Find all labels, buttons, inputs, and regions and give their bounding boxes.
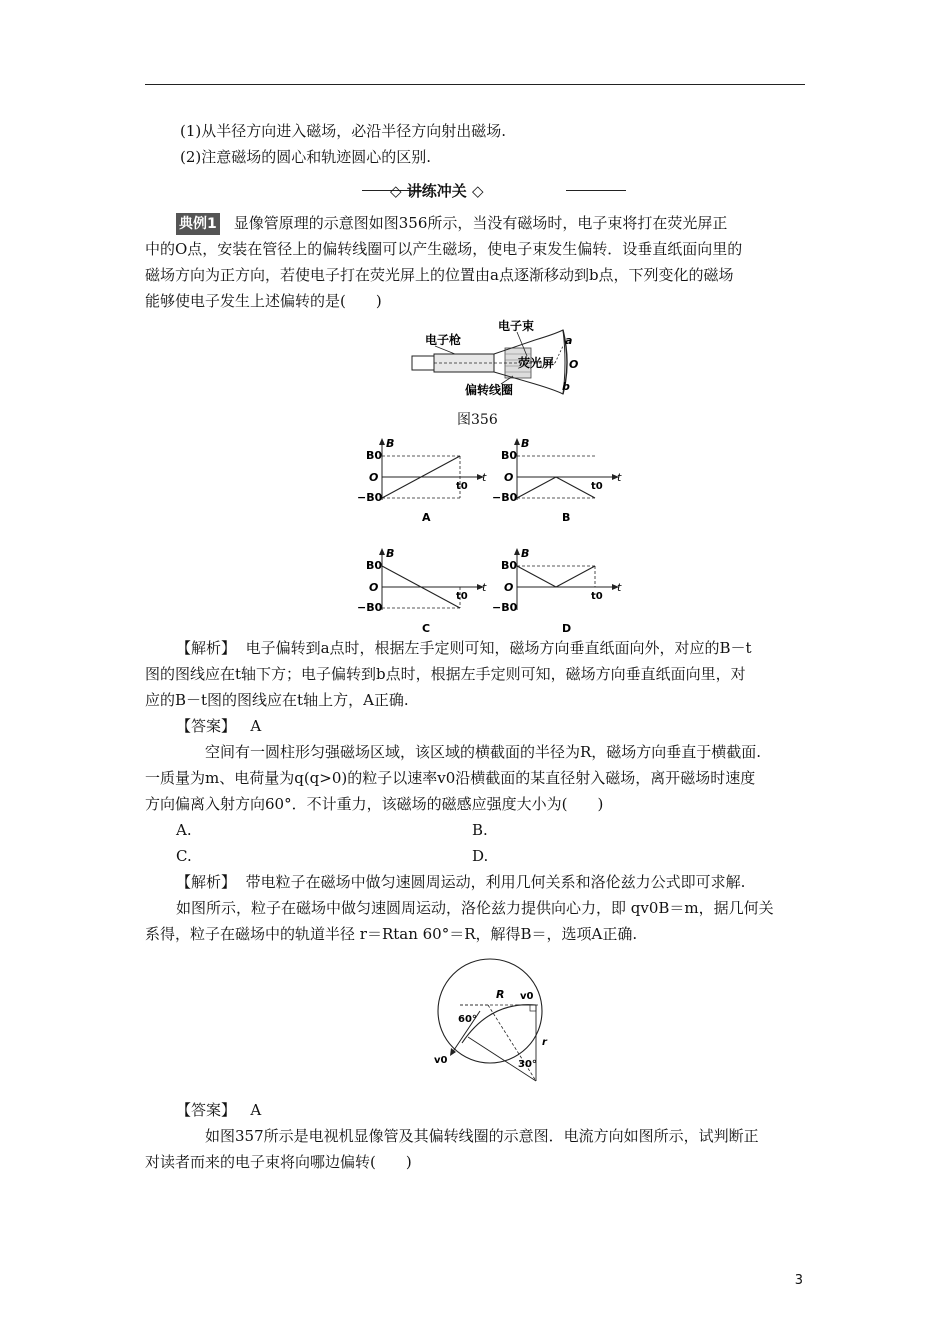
- section-title: ◇ 讲练冲关 ◇: [390, 182, 484, 200]
- graph-c: [352, 546, 492, 636]
- b0-label: B0: [501, 449, 518, 462]
- example2-line-2: 一质量为m、电荷量为q(q>0)的粒子以速率v0沿横截面的某直径射入磁场，离开磁场时速度: [145, 769, 756, 787]
- origin-label: O: [504, 471, 514, 484]
- header-rule: [145, 84, 805, 85]
- option-b-label: B: [562, 511, 571, 524]
- analysis1-line-2: 图的图线应在t轴下方；电子偏转到b点时，根据左手定则可知，磁场方向垂直纸面向里，对: [145, 665, 746, 683]
- section-rule-right: [566, 190, 626, 191]
- origin-label: O: [369, 471, 379, 484]
- t0-label: t0: [591, 481, 603, 492]
- answer1: [176, 715, 261, 737]
- option-b: B.: [472, 821, 488, 839]
- neg-b0-label: −B0: [492, 491, 518, 504]
- option-c: C.: [176, 847, 192, 865]
- neg-b0-label: −B0: [492, 601, 518, 614]
- analysis2-line-2: 如图所示，粒子在磁场中做匀速圆周运动，洛伦兹力提供向心力，即 qv0B＝m，据几何关: [176, 899, 774, 917]
- graph-b-line: [517, 477, 595, 498]
- label-a: a: [565, 334, 573, 347]
- b0-label: B0: [366, 449, 383, 462]
- example1-line-1: [176, 212, 727, 235]
- option-a-label: A: [422, 511, 431, 524]
- t0-label: t0: [591, 591, 603, 602]
- origin-label: O: [504, 581, 514, 594]
- analysis2-label: 【解析】: [176, 873, 237, 891]
- answer2: [176, 1099, 261, 1121]
- analysis2-text-1: 带电粒子在磁场中做匀速圆周运动，利用几何关系和洛伦兹力公式即可求解.: [245, 873, 746, 891]
- origin-label: O: [369, 581, 379, 594]
- label-60: 60°: [458, 1014, 477, 1025]
- example2-line-1: 空间有一圆柱形匀强磁场区域，该区域的横截面的半径为R，磁场方向垂直于横截面.: [205, 743, 762, 761]
- axis-t-label: t: [617, 581, 622, 594]
- option-d-label: D: [562, 622, 572, 635]
- option-c-label: C: [422, 622, 431, 635]
- axis-b-label: B: [386, 437, 395, 450]
- t0-label: t0: [456, 481, 468, 492]
- label-v0-exit: v0: [434, 1055, 448, 1066]
- example1-line-4: 能够使电子发生上述偏转的是( ): [145, 292, 382, 310]
- graph-d-line: [517, 566, 595, 587]
- example3-line-1: 如图357所示是电视机显像管及其偏转线圈的示意图．电流方向如图所示，试判断正: [205, 1127, 759, 1145]
- label-r-small: r: [542, 1037, 547, 1048]
- example1-line-3: 磁场方向为正方向，若使电子打在荧光屏上的位置由a点逐渐移动到b点，下列变化的磁场: [145, 266, 734, 284]
- label-beam: 电子束: [498, 319, 535, 333]
- label-r-big: R: [496, 988, 505, 1001]
- answer2-value: A: [250, 1101, 262, 1119]
- example1-line-2: 中的O点，安装在管径上的偏转线圈可以产生磁场，使电子束发生偏转．设垂直纸面向里的: [145, 240, 743, 258]
- axis-b-label: B: [521, 547, 530, 560]
- graph-a: [352, 436, 492, 526]
- note-2: (2)注意磁场的圆心和轨迹圆心的区别.: [180, 148, 432, 166]
- analysis2-line-1: [176, 871, 745, 893]
- label-b: b: [562, 380, 570, 393]
- answer1-label: 【答案】: [176, 717, 237, 735]
- label-o: O: [569, 358, 579, 371]
- label-coil: 偏转线圈: [465, 383, 514, 397]
- axis-t-label: t: [482, 471, 487, 484]
- neg-b0-label: −B0: [357, 491, 383, 504]
- crt-figure: [405, 318, 585, 400]
- analysis1-line-3: 应的B－t图的图线应在t轴上方，A正确.: [145, 691, 409, 709]
- axis-b-label: B: [386, 547, 395, 560]
- graph-b: [487, 436, 627, 526]
- answer1-value: A: [250, 717, 262, 735]
- option-d: D.: [472, 847, 489, 865]
- example-badge: 典例1: [176, 213, 220, 235]
- t0-label: t0: [456, 591, 468, 602]
- example1-text-1: 显像管原理的示意图如图356所示，当没有磁场时，电子束将打在荧光屏正: [233, 214, 728, 232]
- label-v0-entry: v0: [520, 991, 534, 1002]
- label-30: 30°: [518, 1059, 537, 1070]
- example2-line-3: 方向偏离入射方向60°．不计重力，该磁场的磁感应强度大小为( ): [145, 795, 604, 813]
- axis-t-label: t: [482, 581, 487, 594]
- analysis1-line-1: [176, 637, 752, 659]
- figure-356-caption: 图356: [457, 412, 498, 428]
- analysis1-label: 【解析】: [176, 639, 237, 657]
- magnetic-field-circle: [438, 959, 542, 1063]
- analysis2-line-3: 系得，粒子在磁场中的轨道半径 r＝Rtan 60°＝R，解得B＝，选项A正确.: [145, 925, 638, 943]
- b0-label: B0: [501, 559, 518, 572]
- example3-line-2: 对读者而来的电子束将向哪边偏转( ): [145, 1153, 412, 1171]
- axis-b-label: B: [521, 437, 530, 450]
- page-number: 3: [794, 1273, 803, 1288]
- axis-t-label: t: [617, 471, 622, 484]
- b0-label: B0: [366, 559, 383, 572]
- label-screen: 荧光屏: [518, 356, 555, 370]
- note-1: (1)从半径方向进入磁场，必沿半径方向射出磁场.: [180, 122, 507, 140]
- circle-figure: [420, 955, 560, 1087]
- label-gun: 电子枪: [425, 333, 462, 347]
- answer2-label: 【答案】: [176, 1101, 237, 1119]
- neg-b0-label: −B0: [357, 601, 383, 614]
- analysis1-text-1: 电子偏转到a点时，根据左手定则可知，磁场方向垂直纸面向外，对应的B－t: [245, 639, 752, 657]
- crt-gun: [412, 356, 434, 370]
- option-a: A.: [176, 821, 192, 839]
- graph-d: [487, 546, 627, 636]
